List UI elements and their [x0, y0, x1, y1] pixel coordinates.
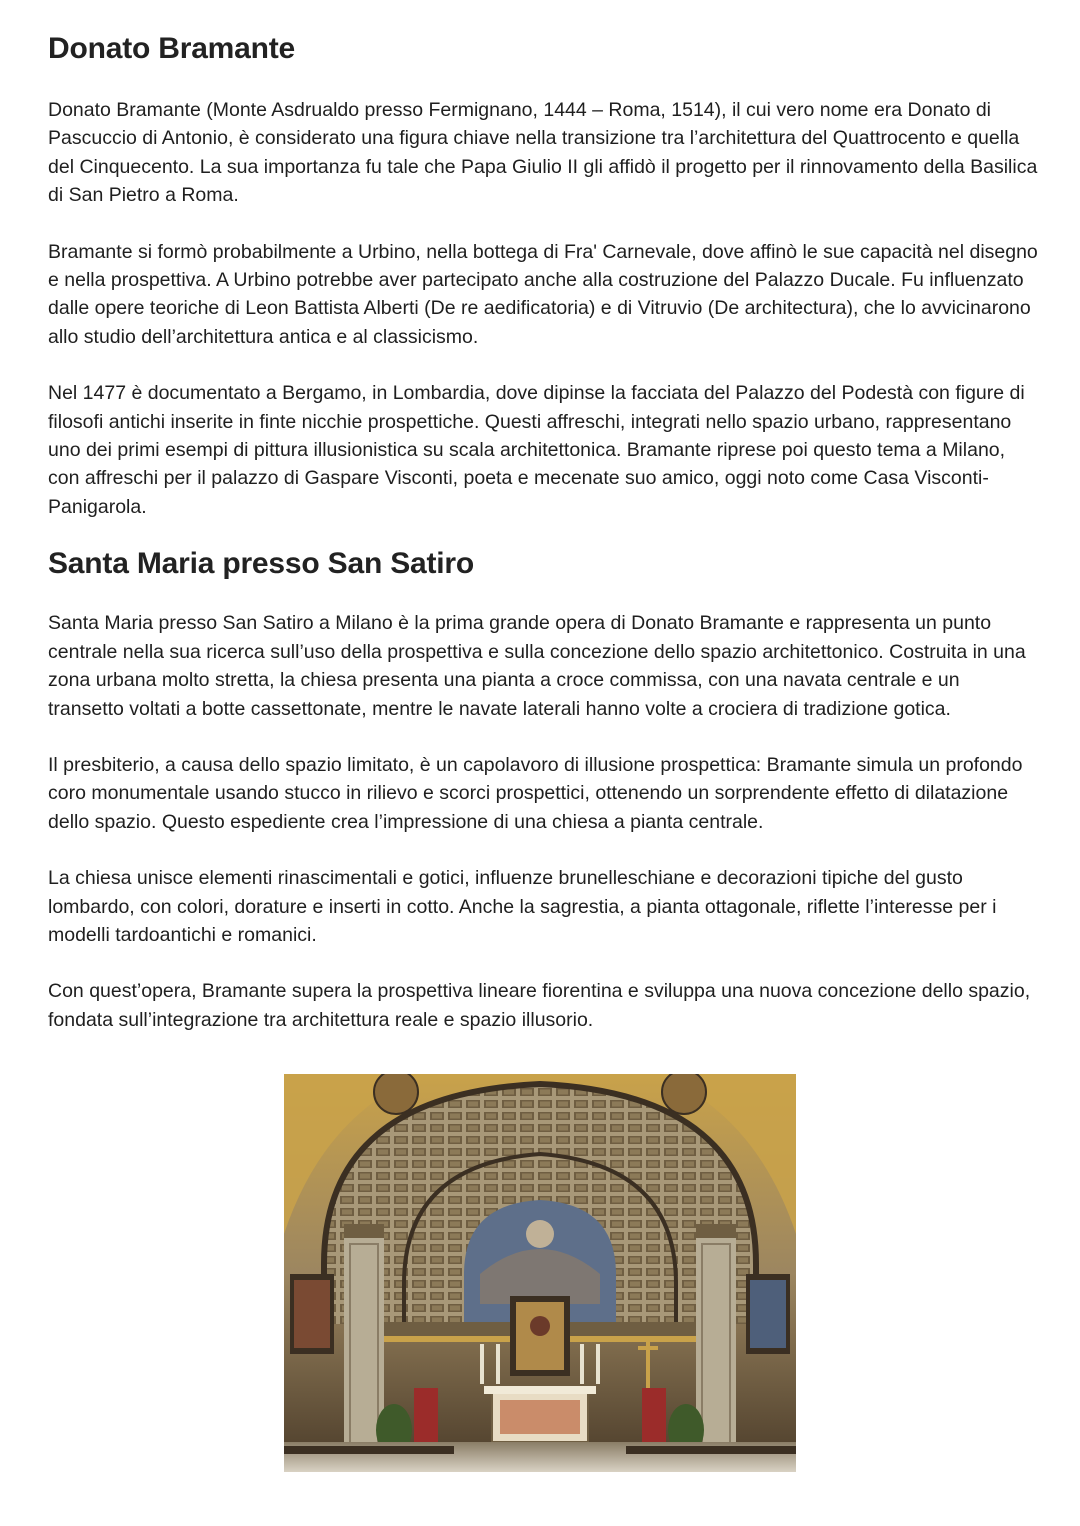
paragraph: Donato Bramante (Monte Asdrualdo presso Fermignano, 1444 – Roma, 1514), il cui vero nome era Donato di Pascuccio di Antonio, è considerato una figura chiave nella transizione tra l’architettura del Quattrocento e quella del Cinquecento. La sua importanza fu tale che Papa Giulio II gli affidò il progetto per il rinnovamento della Basilica di San Pietro a Roma.	[48, 99, 1038, 207]
section-title-bramante: Donato Bramante	[48, 32, 296, 65]
paragraph: La chiesa unisce elementi rinascimentali e gotici, influenze brunelleschiane e decorazioni tipiche del gusto lombardo, con colori, dorature e inserti in cotto. Anche la sagrestia, a pianta ottagonale, riflette l’interesse per i modelli tardoantichi e romanici.	[48, 867, 997, 946]
section-title-santa-maria: Santa Maria presso San Satiro	[48, 547, 475, 581]
paragraph: Il presbiterio, a causa dello spazio limitato, è un capolavoro di illusione prospettica: Bramante simula un profondo coro monumentale usando stucco in rilievo e scorci prospettici, ottenendo un sorprendente effetto di dilatazione dello spazio. Questo espediente crea l’impressione di una chiesa a pianta centrale.	[48, 753, 1023, 833]
paragraph: Bramante si formò probabilmente a Urbino, nella bottega di Fra' Carnevale, dove affinò le sue capacità nel disegno e nella prospettiva. A Urbino potrebbe aver partecipato anche alla costruzione del Palazzo Ducale. Fu influenzato dalle opere teoriche di Leon Battista Alberti (De re aedificatoria) e di Vitruvio (De architectura), che lo avvicinarono allo studio dell’architettura antica e al classicismo.	[48, 240, 1038, 348]
paragraph: Con quest’opera, Bramante supera la prospettiva lineare fiorentina e sviluppa una nuova concezione dello spazio, fondata sull’integrazione tra architettura reale e spazio illusorio.	[48, 980, 1031, 1031]
church-interior-photo	[284, 1074, 796, 1472]
document-page	[48, 28, 1038, 1034]
paragraph: Santa Maria presso San Satiro a Milano è la prima grande opera di Donato Bramante e rappresenta un punto centrale nella sua ricerca sull’uso della prospettiva e sulla concezione dello spazio architettonico. Costruita in una zona urbana molto stretta, la chiesa presenta una pianta a croce commissa, con una navata centrale e un transetto voltati a botte cassettonate, mentre le navate laterali hanno volte a crociera di tradizione gotica.	[48, 612, 1026, 720]
paragraph: Nel 1477 è documentato a Bergamo, in Lombardia, dove dipinse la facciata del Palazzo del Podestà con figure di filosofi antichi inserite in finte nicchie prospettiche. Questi affreschi, integrati nello spazio urbano, rappresentano uno dei primi esempi di pittura illusionistica su scala architettonica. Bramante riprese poi questo tema a Milano, con affreschi per il palazzo di Gaspare Visconti, poeta e mecenate suo amico, oggi noto come Casa Visconti-Panigarola.	[48, 382, 1025, 518]
